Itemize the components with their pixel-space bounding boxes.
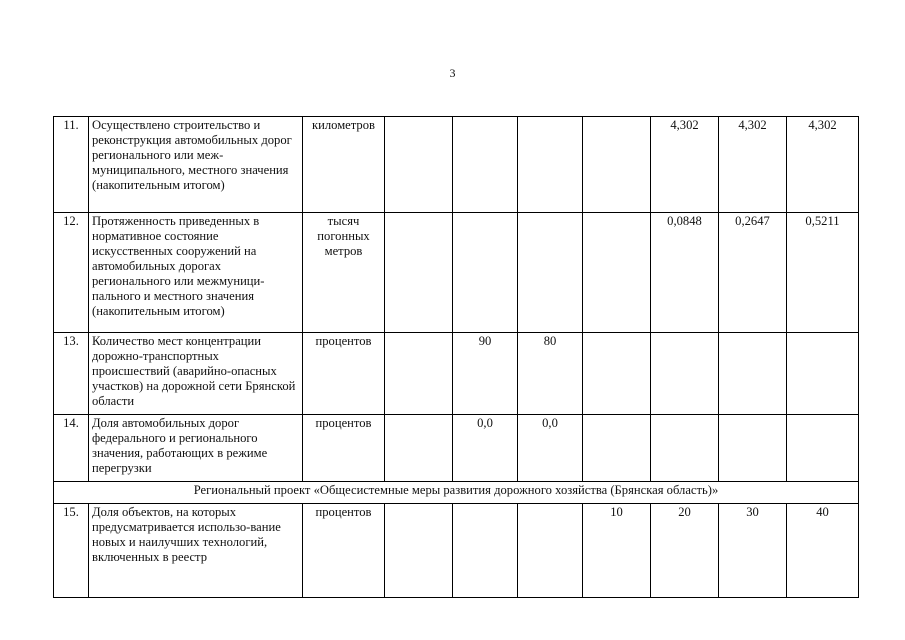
section-row [54,482,859,504]
value-cell [453,117,518,213]
indicator-name: Доля объектов, на которых предусматривается использо-вание новых и наилучших технологий, включенных в реестр [89,504,303,598]
value-cell [385,117,453,213]
value-cell [651,415,719,482]
indicators-table [53,116,859,598]
value-cell [719,333,787,415]
value-cell: 20 [651,504,719,598]
value-cell [583,415,651,482]
table-row [54,415,859,482]
value-cell: 4,302 [651,117,719,213]
value-cell [385,213,453,333]
value-cell: 90 [453,333,518,415]
unit-cell: процентов [303,333,385,415]
indicator-name: Доля автомобильных дорог федерального и регионального значения, работающих в режиме перегрузки [89,415,303,482]
value-cell: 0,0 [453,415,518,482]
page-number: 3 [449,66,456,80]
value-cell: 0,0848 [651,213,719,333]
unit-cell: процентов [303,415,385,482]
value-cell: 0,0 [518,415,583,482]
value-cell: 0,5211 [787,213,859,333]
unit-cell: километров [303,117,385,213]
indicator-name: Количество мест концентрации дорожно-транспортных происшествий (аварийно-опасных участков) на дорожной сети Брянской области [89,333,303,415]
value-cell [583,213,651,333]
value-cell [385,333,453,415]
table-row [54,213,859,333]
value-cell [583,333,651,415]
table-row [54,333,859,415]
value-cell: 30 [719,504,787,598]
row-number: 13. [54,333,89,415]
value-cell [518,504,583,598]
row-number: 14. [54,415,89,482]
row-number: 15. [54,504,89,598]
row-number: 11. [54,117,89,213]
value-cell [385,415,453,482]
value-cell [453,504,518,598]
value-cell [453,213,518,333]
value-cell: 10 [583,504,651,598]
unit-cell: тысяч погонных метров [303,213,385,333]
indicator-name: Осуществлено строительство и реконструкция автомобильных дорог регионального или меж-муниципального, местного значения (накопительным итогом) [89,117,303,213]
section-title: Региональный проект «Общесистемные меры развития дорожного хозяйства (Брянская область)» [54,482,859,504]
value-cell [518,117,583,213]
value-cell [583,117,651,213]
value-cell [651,333,719,415]
value-cell [787,333,859,415]
value-cell: 0,2647 [719,213,787,333]
value-cell: 4,302 [719,117,787,213]
unit-cell: процентов [303,504,385,598]
value-cell: 4,302 [787,117,859,213]
table-row [54,504,859,598]
row-number: 12. [54,213,89,333]
table-row [54,117,859,213]
value-cell [518,213,583,333]
value-cell: 80 [518,333,583,415]
value-cell [719,415,787,482]
indicator-name: Протяженность приведенных в нормативное состояние искусственных сооружений на автомобильных дорогах регионального или межмуници-пального и местного значения (накопительным итогом) [89,213,303,333]
value-cell: 40 [787,504,859,598]
value-cell [787,415,859,482]
value-cell [385,504,453,598]
